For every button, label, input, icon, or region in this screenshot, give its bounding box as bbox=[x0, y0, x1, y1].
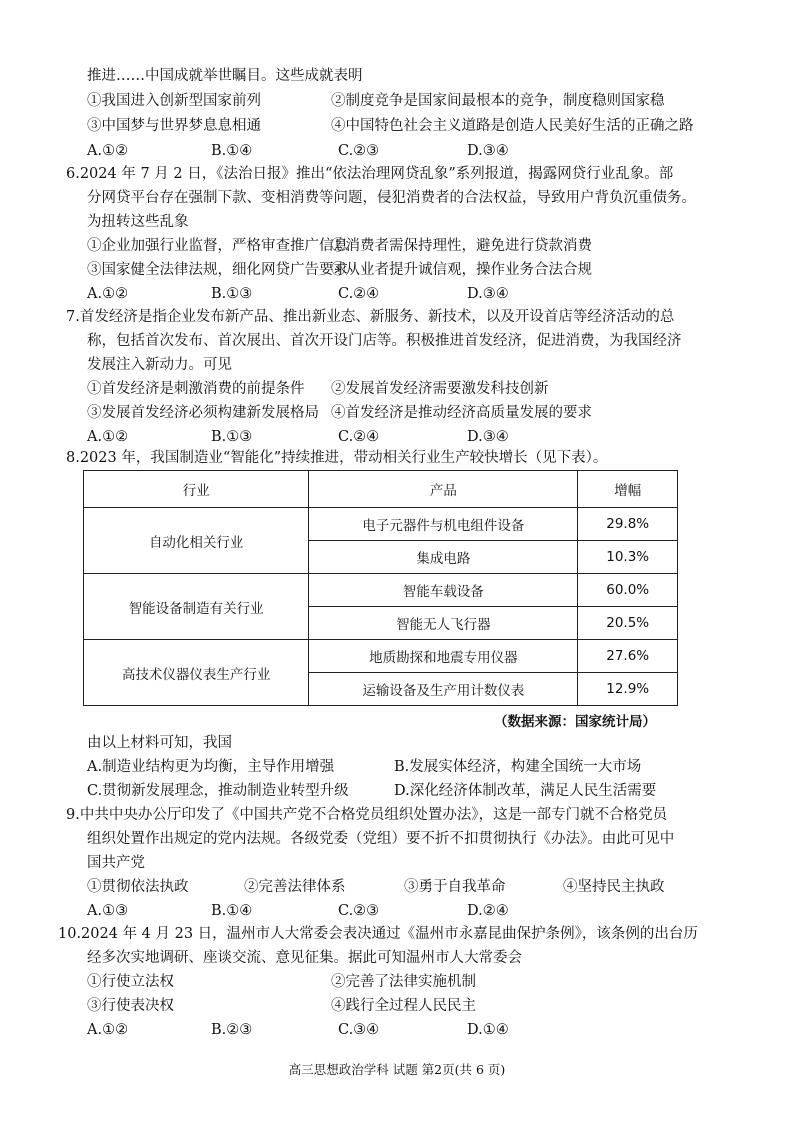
q6-option-3: ③国家健全法律法规，细化网贷广告要求 bbox=[87, 262, 348, 278]
table-cell-industry: 智能设备制造有关行业 bbox=[84, 574, 309, 640]
table-cell-growth: 12.9% bbox=[578, 673, 678, 706]
table-row bbox=[84, 508, 678, 541]
q6-stem-line-3: 为扭转这些乱象 bbox=[87, 214, 189, 230]
manufacturing-growth-table bbox=[83, 470, 678, 706]
q10-option-2: ②完善了法律实施机制 bbox=[331, 974, 476, 990]
q6-choice-c: C.②④ bbox=[338, 286, 380, 302]
table-cell-growth: 10.3% bbox=[578, 541, 678, 574]
q9-option-2: ②完善法律体系 bbox=[244, 879, 346, 895]
q8-choice-a: A.制造业结构更为均衡，主导作用增强 bbox=[87, 759, 335, 775]
table-cell-product: 智能无人飞行器 bbox=[309, 607, 578, 640]
q10-stem-line-1: 10.2024 年 4 月 23 日，温州市人大常委会表决通过《温州市永嘉昆曲保护条例》，该条例的出台历 bbox=[58, 926, 698, 942]
q7-option-4: ④首发经济是推动经济高质量发展的要求 bbox=[331, 405, 592, 421]
q7-choice-d: D.③④ bbox=[467, 429, 509, 445]
q6-option-1: ①企业加强行业监督，严格审查推广信息 bbox=[87, 238, 348, 254]
q10-choice-b: B.②③ bbox=[211, 1022, 253, 1038]
q7-stem-line-1: 7.首发经济是指企业发布新产品、推出新业态、新服务、新技术，以及开设首店等经济活动的总 bbox=[66, 309, 675, 325]
q10-choice-a: A.①② bbox=[87, 1022, 129, 1038]
q5-option-2: ②制度竞争是国家间最根本的竞争，制度稳则国家稳 bbox=[331, 93, 665, 109]
q5-lead: 推进……中国成就举世瞩目。这些成就表明 bbox=[87, 68, 363, 84]
q7-choice-b: B.①③ bbox=[211, 429, 253, 445]
q6-stem-line-2: 分网贷平台存在强制下款、变相消费等问题，侵犯消费者的合法权益，导致用户背负沉重债务。 bbox=[87, 190, 696, 206]
table-cell-product: 电子元器件与机电组件设备 bbox=[309, 508, 578, 541]
q10-stem-line-2: 经多次实地调研、座谈交流、意见征集。据此可知温州市人大常委会 bbox=[87, 950, 522, 966]
table-cell-product: 地质勘探和地震专用仪器 bbox=[309, 640, 578, 673]
table-cell-industry: 高技术仪器仪表生产行业 bbox=[84, 640, 309, 706]
q7-stem-line-2: 称，包括首次发布、首次展出、首次开设门店等。积极推进首发经济，促进消费，为我国经济 bbox=[87, 333, 682, 349]
q8-lead: 由以上材料可知，我国 bbox=[87, 735, 232, 751]
q10-option-3: ③行使表决权 bbox=[87, 998, 174, 1014]
q9-option-1: ①贯彻依法执政 bbox=[87, 879, 189, 895]
q10-option-4: ④践行全过程人民民主 bbox=[331, 998, 476, 1014]
q6-choice-a: A.①② bbox=[87, 286, 129, 302]
table-row bbox=[84, 640, 678, 673]
table-header-industry: 行业 bbox=[84, 471, 309, 508]
q5-choice-c: C.②③ bbox=[338, 143, 380, 159]
q9-choice-d: D.②④ bbox=[467, 903, 509, 919]
q8-choice-c: C.贯彻新发展理念，推动制造业转型升级 bbox=[87, 783, 349, 799]
q6-choice-b: B.①③ bbox=[211, 286, 253, 302]
q8-stem-line-1: 8.2023 年，我国制造业“智能化”持续推进，带动相关行业生产较快增长（见下表）。 bbox=[66, 450, 608, 466]
q9-option-4: ④坚持民主执政 bbox=[563, 879, 665, 895]
q6-stem-line-1: 6.2024 年 7 月 2 日，《法治日报》推出“依法治理网贷乱象”系列报道，揭露网贷行业乱象。部 bbox=[66, 166, 674, 182]
table-source-note: （数据来源：国家统计局） bbox=[494, 714, 656, 730]
q7-choice-c: C.②④ bbox=[338, 429, 380, 445]
q7-choice-a: A.①② bbox=[87, 429, 129, 445]
q9-option-3: ③勇于自我革命 bbox=[404, 879, 506, 895]
q10-choice-d: D.①④ bbox=[467, 1022, 509, 1038]
table-cell-product: 运输设备及生产用计数仪表 bbox=[309, 673, 578, 706]
table-row bbox=[84, 574, 678, 607]
q9-choice-b: B.①④ bbox=[211, 903, 253, 919]
table-header-row bbox=[84, 471, 678, 508]
q5-choice-a: A.①② bbox=[87, 143, 129, 159]
table-cell-growth: 29.8% bbox=[578, 508, 678, 541]
table-cell-growth: 20.5% bbox=[578, 607, 678, 640]
q7-stem-line-3: 发展注入新动力。可见 bbox=[87, 357, 232, 373]
table-cell-industry: 自动化相关行业 bbox=[84, 508, 309, 574]
q5-choice-b: B.①④ bbox=[211, 143, 253, 159]
q9-stem-line-3: 国共产党 bbox=[87, 855, 145, 871]
q9-stem-line-2: 组织处置作出规定的党内法规。各级党委（党组）要不折不扣贯彻执行《办法》。由此可见中 bbox=[87, 831, 675, 847]
q7-option-2: ②发展首发经济需要激发科技创新 bbox=[331, 381, 549, 397]
q8-choice-d: D.深化经济体制改革，满足人民生活需要 bbox=[394, 783, 657, 799]
q5-option-4: ④中国特色社会主义道路是创造人民美好生活的正确之路 bbox=[331, 118, 694, 134]
table-cell-growth: 27.6% bbox=[578, 640, 678, 673]
q6-option-2: ②消费者需保持理性，避免进行贷款消费 bbox=[331, 238, 592, 254]
q10-option-1: ①行使立法权 bbox=[87, 974, 174, 990]
q5-option-1: ①我国进入创新型国家前列 bbox=[87, 93, 261, 109]
table-cell-product: 集成电路 bbox=[309, 541, 578, 574]
q7-option-3: ③发展首发经济必须构建新发展格局 bbox=[87, 405, 319, 421]
q7-option-1: ①首发经济是刺激消费的前提条件 bbox=[87, 381, 305, 397]
q5-choice-d: D.③④ bbox=[467, 143, 509, 159]
q8-choice-b: B.发展实体经济，构建全国统一大市场 bbox=[394, 759, 642, 775]
q9-choice-a: A.①③ bbox=[87, 903, 129, 919]
page-footer: 高三思想政治学科 试题 第2页(共 6 页) bbox=[288, 1062, 506, 1077]
table-header-product: 产品 bbox=[309, 471, 578, 508]
table-header-growth: 增幅 bbox=[578, 471, 678, 508]
q6-option-4: ④从业者提升诚信观，操作业务合法合规 bbox=[331, 262, 592, 278]
table-cell-growth: 60.0% bbox=[578, 574, 678, 607]
q5-option-3: ③中国梦与世界梦息息相通 bbox=[87, 118, 261, 134]
q6-choice-d: D.③④ bbox=[467, 286, 509, 302]
q9-choice-c: C.②③ bbox=[338, 903, 380, 919]
q9-stem-line-1: 9.中共中央办公厅印发了《中国共产党不合格党员组织处置办法》，这是一部专门就不合格党员 bbox=[66, 807, 668, 823]
q10-choice-c: C.③④ bbox=[338, 1022, 380, 1038]
table-cell-product: 智能车载设备 bbox=[309, 574, 578, 607]
